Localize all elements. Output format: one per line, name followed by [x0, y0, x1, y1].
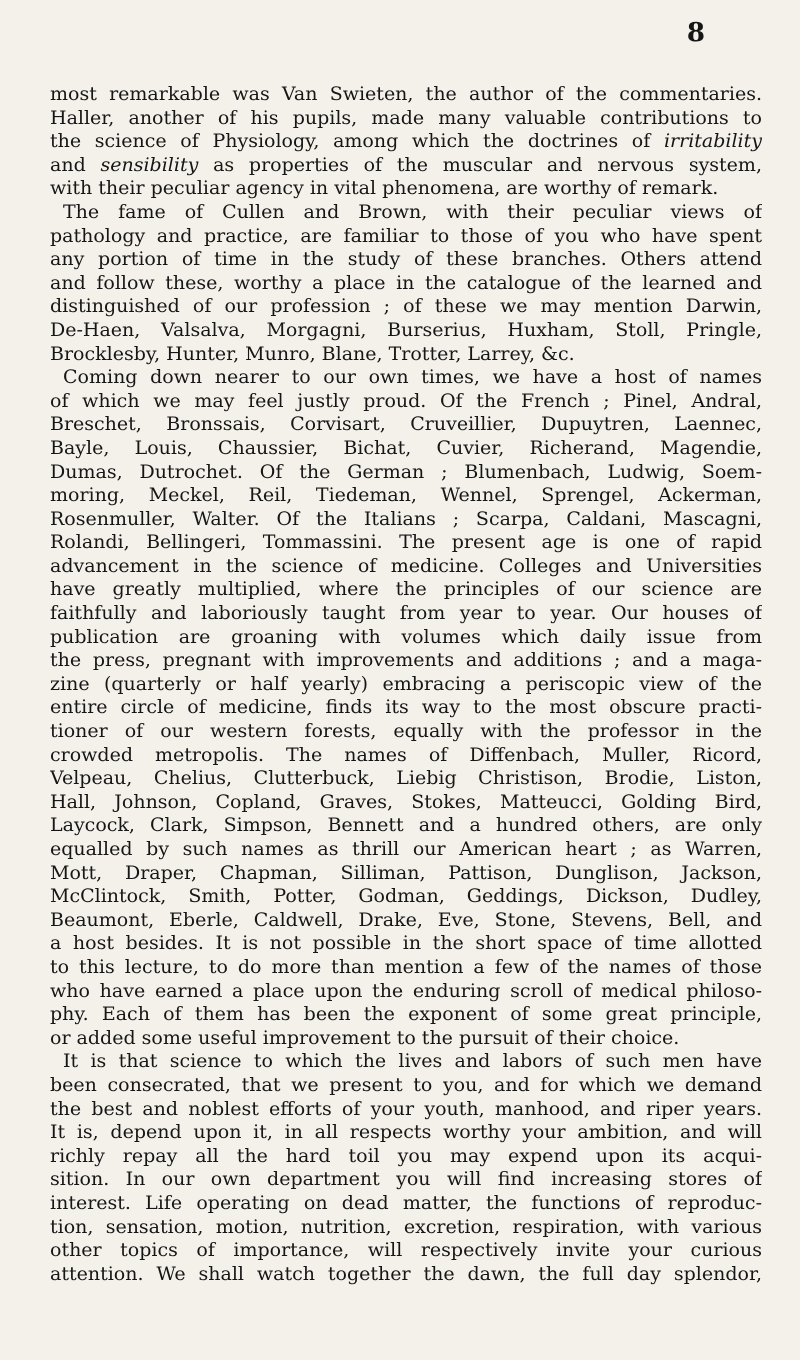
text-line-content: The fame of Cullen and Brown, with their peculiar views of — [63, 200, 762, 223]
text-line-content: phy. Each of them has been the exponent of some great principle, — [50, 1003, 762, 1026]
text-line-content: It is that science to which the lives and labors of such men have — [63, 1050, 762, 1073]
text-line — [50, 862, 762, 886]
text-line-content: Haller, another of his pupils, made many valuable contributions to — [50, 106, 762, 129]
italic-term: sensibility — [100, 153, 199, 176]
italic-term: irritability — [663, 130, 762, 153]
text-line-content: other topics of importance, will respectively invite your curious — [50, 1239, 762, 1262]
text-line-content: Laycock, Clark, Simpson, Bennett and a hundred others, are only — [50, 814, 762, 837]
text-line — [50, 295, 762, 319]
text-line — [50, 1216, 762, 1240]
text-line — [50, 225, 762, 249]
text-line-content: sition. In our own department you will find increasing stores of — [50, 1168, 762, 1191]
text-line-content: publication are groaning with volumes which daily issue from — [50, 625, 762, 648]
text-line — [50, 531, 762, 555]
text-line-content: Velpeau, Chelius, Clutterbuck, Liebig Christison, Brodie, Liston, — [50, 767, 762, 790]
text-line-content: to this lecture, to do more than mention a few of the names of those — [50, 955, 762, 978]
text-line — [50, 956, 762, 980]
text-line-content: and follow these, worthy a place in the catalogue of the learned and — [50, 271, 762, 294]
text-line — [50, 437, 762, 461]
text-line-content: Mott, Draper, Chapman, Silliman, Pattison, Dunglison, Jackson, — [50, 861, 762, 884]
text-line-content: tioner of our western forests, equally with the professor in the — [50, 720, 762, 743]
text-line — [50, 1027, 762, 1051]
text-line — [50, 1168, 762, 1192]
text-line — [50, 343, 762, 367]
text-line — [50, 366, 762, 390]
text-line — [50, 1192, 762, 1216]
text-line-content: equalled by such names as thrill our American heart ; as Warren, — [50, 838, 762, 860]
text-line-content: moring, Meckel, Reil, Tiedeman, Wennel, Sprengel, Ackerman, — [50, 484, 762, 507]
text-line — [50, 107, 762, 131]
text-line-content: entire circle of medicine, finds its way to the most obscure practi- — [50, 696, 762, 719]
text-line — [50, 484, 762, 508]
text-line — [50, 578, 762, 602]
text-line-content: Coming down nearer to our own times, we have a host of names — [63, 366, 762, 389]
text-line — [50, 791, 762, 815]
text-line-content: Dumas, Dutrochet. Of the German ; Blumenbach, Ludwig, Soem- — [50, 460, 762, 483]
text-line — [50, 1263, 762, 1287]
text-line-content: attention. We shall watch together the dawn, the full day splendor, — [50, 1262, 762, 1285]
text-line — [50, 744, 762, 768]
text-line-content: any portion of time in the study of these branches. Others attend — [50, 248, 762, 271]
text-line — [50, 932, 762, 956]
text-line-continuation: as properties of the muscular and nervous system, — [198, 153, 762, 176]
text-line — [50, 390, 762, 414]
text-line — [50, 696, 762, 720]
text-line — [50, 130, 762, 154]
text-line-content: of which we may feel justly proud. Of the French ; Pinel, Andral, — [50, 389, 762, 412]
page-number: 8 — [686, 18, 705, 48]
text-line-content: a host besides. It is not possible in the short space of time allotted — [50, 932, 762, 955]
text-line — [50, 814, 762, 838]
text-line — [50, 838, 762, 862]
text-line-content: been consecrated, that we present to you, and for which we demand — [50, 1073, 762, 1096]
text-line-content: interest. Life operating on dead matter, the functions of reproduc- — [50, 1191, 762, 1214]
text-line-content: who have earned a place upon the enduring scroll of medical philoso- — [50, 979, 762, 1002]
text-line — [50, 1003, 762, 1027]
text-line-content: most remarkable was Van Swieten, the author of the commentaries. — [50, 83, 762, 105]
text-line-content: Bayle, Louis, Chaussier, Bichat, Cuvier, Richerand, Magendie, — [50, 436, 762, 459]
text-line — [50, 248, 762, 272]
text-line-content: crowded metropolis. The names of Diffenbach, Muller, Ricord, — [50, 743, 762, 766]
text-line — [50, 508, 762, 532]
text-line-content: Breschet, Bronssais, Corvisart, Cruveillier, Dupuytren, Laennec, — [50, 413, 762, 436]
text-line-content: richly repay all the hard toil you may expend upon its acqui- — [50, 1144, 762, 1167]
text-line-content: Beaumont, Eberle, Caldwell, Drake, Eve, Stone, Stevens, Bell, and — [50, 908, 762, 931]
text-line — [50, 649, 762, 673]
text-line-content: It is, depend upon it, in all respects worthy your ambition, and will — [50, 1121, 762, 1144]
text-line — [50, 767, 762, 791]
text-line — [50, 602, 762, 626]
text-line — [50, 177, 762, 201]
text-line — [50, 980, 762, 1004]
text-line — [50, 720, 762, 744]
text-line — [50, 319, 762, 343]
text-line — [50, 1074, 762, 1098]
body-text — [50, 83, 762, 1286]
text-line — [50, 555, 762, 579]
text-line-content: with their peculiar agency in vital phenomena, are worthy of remark. — [50, 177, 719, 200]
text-line-content: the best and noblest efforts of your youth, manhood, and riper years. — [50, 1097, 762, 1120]
text-line — [50, 272, 762, 296]
text-line — [50, 626, 762, 650]
text-line-content: distinguished of our profession ; of these we may mention Darwin, — [50, 295, 762, 318]
text-line — [50, 83, 762, 107]
text-line-content: De-Haen, Valsalva, Morgagni, Burserius, Huxham, Stoll, Pringle, — [50, 318, 762, 341]
text-line-content: Hall, Johnson, Copland, Graves, Stokes, Matteucci, Golding Bird, — [50, 790, 762, 813]
text-line — [50, 1239, 762, 1263]
text-line-content: faithfully and laboriously taught from year to year. Our houses of — [50, 602, 762, 625]
text-line — [50, 1098, 762, 1122]
text-line — [50, 1121, 762, 1145]
text-line-content: advancement in the science of medicine. Colleges and Universities — [50, 554, 762, 577]
text-line-content: zine (quarterly or half yearly) embracing a periscopic view of the — [50, 672, 762, 695]
text-line — [50, 1050, 762, 1074]
text-line — [50, 201, 762, 225]
text-line-content: Brocklesby, Hunter, Munro, Blane, Trotter, Larrey, &c. — [50, 342, 575, 365]
text-line-content: pathology and practice, are familiar to those of you who have spent — [50, 224, 762, 247]
text-line — [50, 673, 762, 697]
text-line — [50, 154, 762, 178]
text-line-content: and — [50, 153, 101, 176]
text-line — [50, 461, 762, 485]
text-line — [50, 909, 762, 933]
text-line-content: the press, pregnant with improvements and additions ; and a maga- — [50, 649, 762, 672]
text-line-content: the science of Physiology, among which the doctrines of — [50, 130, 664, 153]
text-line — [50, 885, 762, 909]
text-line-content: Rosenmuller, Walter. Of the Italians ; Scarpa, Caldani, Mascagni, — [50, 507, 762, 530]
text-line-content: McClintock, Smith, Potter, Godman, Geddings, Dickson, Dudley, — [50, 885, 762, 908]
text-line-content: tion, sensation, motion, nutrition, excretion, respiration, with various — [50, 1215, 762, 1238]
text-line — [50, 1145, 762, 1169]
text-line-content: Rolandi, Bellingeri, Tommassini. The present age is one of rapid — [50, 531, 762, 554]
text-line — [50, 413, 762, 437]
text-line-content: have greatly multiplied, where the principles of our science are — [50, 578, 762, 601]
text-line-content: or added some useful improvement to the pursuit of their choice. — [50, 1026, 680, 1049]
